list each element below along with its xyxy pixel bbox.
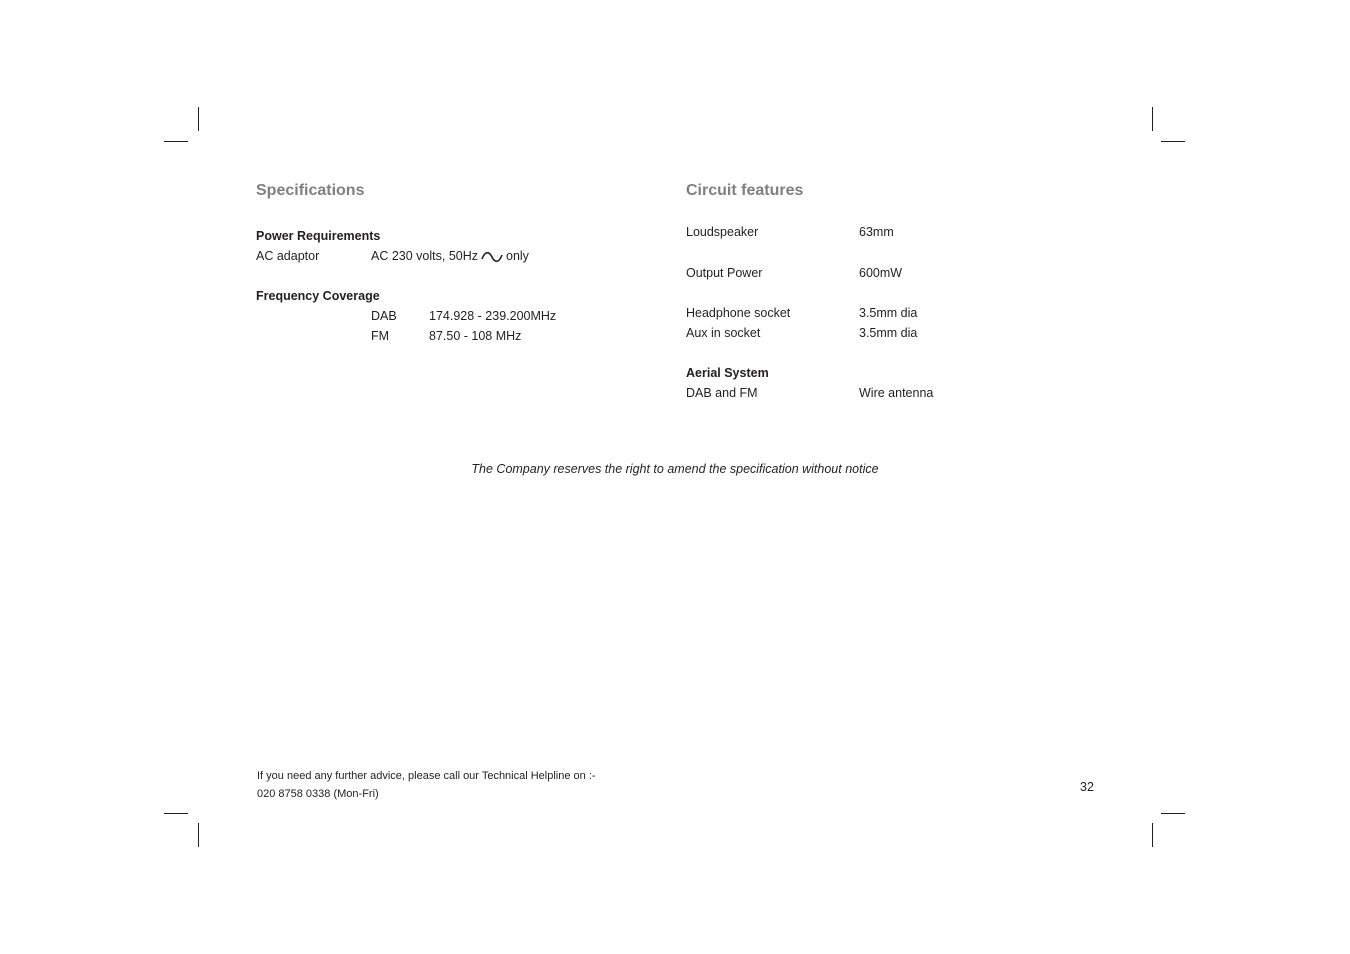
circuit-features-title: Circuit features (686, 182, 804, 199)
crop-mark-top-left-v (198, 107, 199, 131)
aerial-system-heading: Aerial System (686, 366, 769, 380)
output-power-label: Output Power (686, 266, 763, 280)
ac-adaptor-value (371, 246, 529, 266)
ac-adaptor-value-suffix: only (506, 249, 529, 263)
ac-adaptor-label: AC adaptor (256, 249, 320, 263)
helpline-text: If you need any further advice, please call our Technical Helpline on :- (257, 770, 596, 782)
specifications-title: Specifications (256, 182, 365, 199)
crop-mark-top-right-h (1161, 141, 1185, 142)
band-fm-range: 87.50 - 108 MHz (429, 329, 522, 343)
band-fm-label: FM (371, 329, 390, 343)
crop-mark-bottom-right-h (1161, 813, 1185, 814)
power-requirements-heading: Power Requirements (256, 229, 381, 243)
aerial-value: Wire antenna (859, 386, 934, 400)
headphone-socket-label: Headphone socket (686, 306, 791, 320)
helpline-number: 020 8758 0338 (Mon-Fri) (257, 788, 379, 800)
aux-in-socket-label: Aux in socket (686, 326, 761, 340)
page-number: 32 (1080, 780, 1094, 794)
output-power-value: 600mW (859, 266, 903, 280)
loudspeaker-label: Loudspeaker (686, 225, 759, 239)
ac-adaptor-value-prefix: AC 230 volts, 50Hz (371, 249, 478, 263)
aerial-label: DAB and FM (686, 386, 758, 400)
crop-mark-bottom-right-v (1152, 823, 1153, 847)
headphone-socket-value: 3.5mm dia (859, 306, 918, 320)
crop-mark-top-left-h (164, 141, 188, 142)
crop-mark-bottom-left-v (198, 823, 199, 847)
crop-mark-bottom-left-h (164, 813, 188, 814)
aux-in-socket-value: 3.5mm dia (859, 326, 918, 340)
band-dab-range: 174.928 - 239.200MHz (429, 309, 557, 323)
loudspeaker-value: 63mm (859, 225, 894, 239)
specification-notice: The Company reserves the right to amend the specification without notice (471, 462, 879, 476)
crop-mark-top-right-v (1152, 107, 1153, 131)
band-dab-label: DAB (371, 309, 397, 323)
ac-sine-wave-icon (481, 250, 503, 264)
frequency-coverage-heading: Frequency Coverage (256, 289, 380, 303)
